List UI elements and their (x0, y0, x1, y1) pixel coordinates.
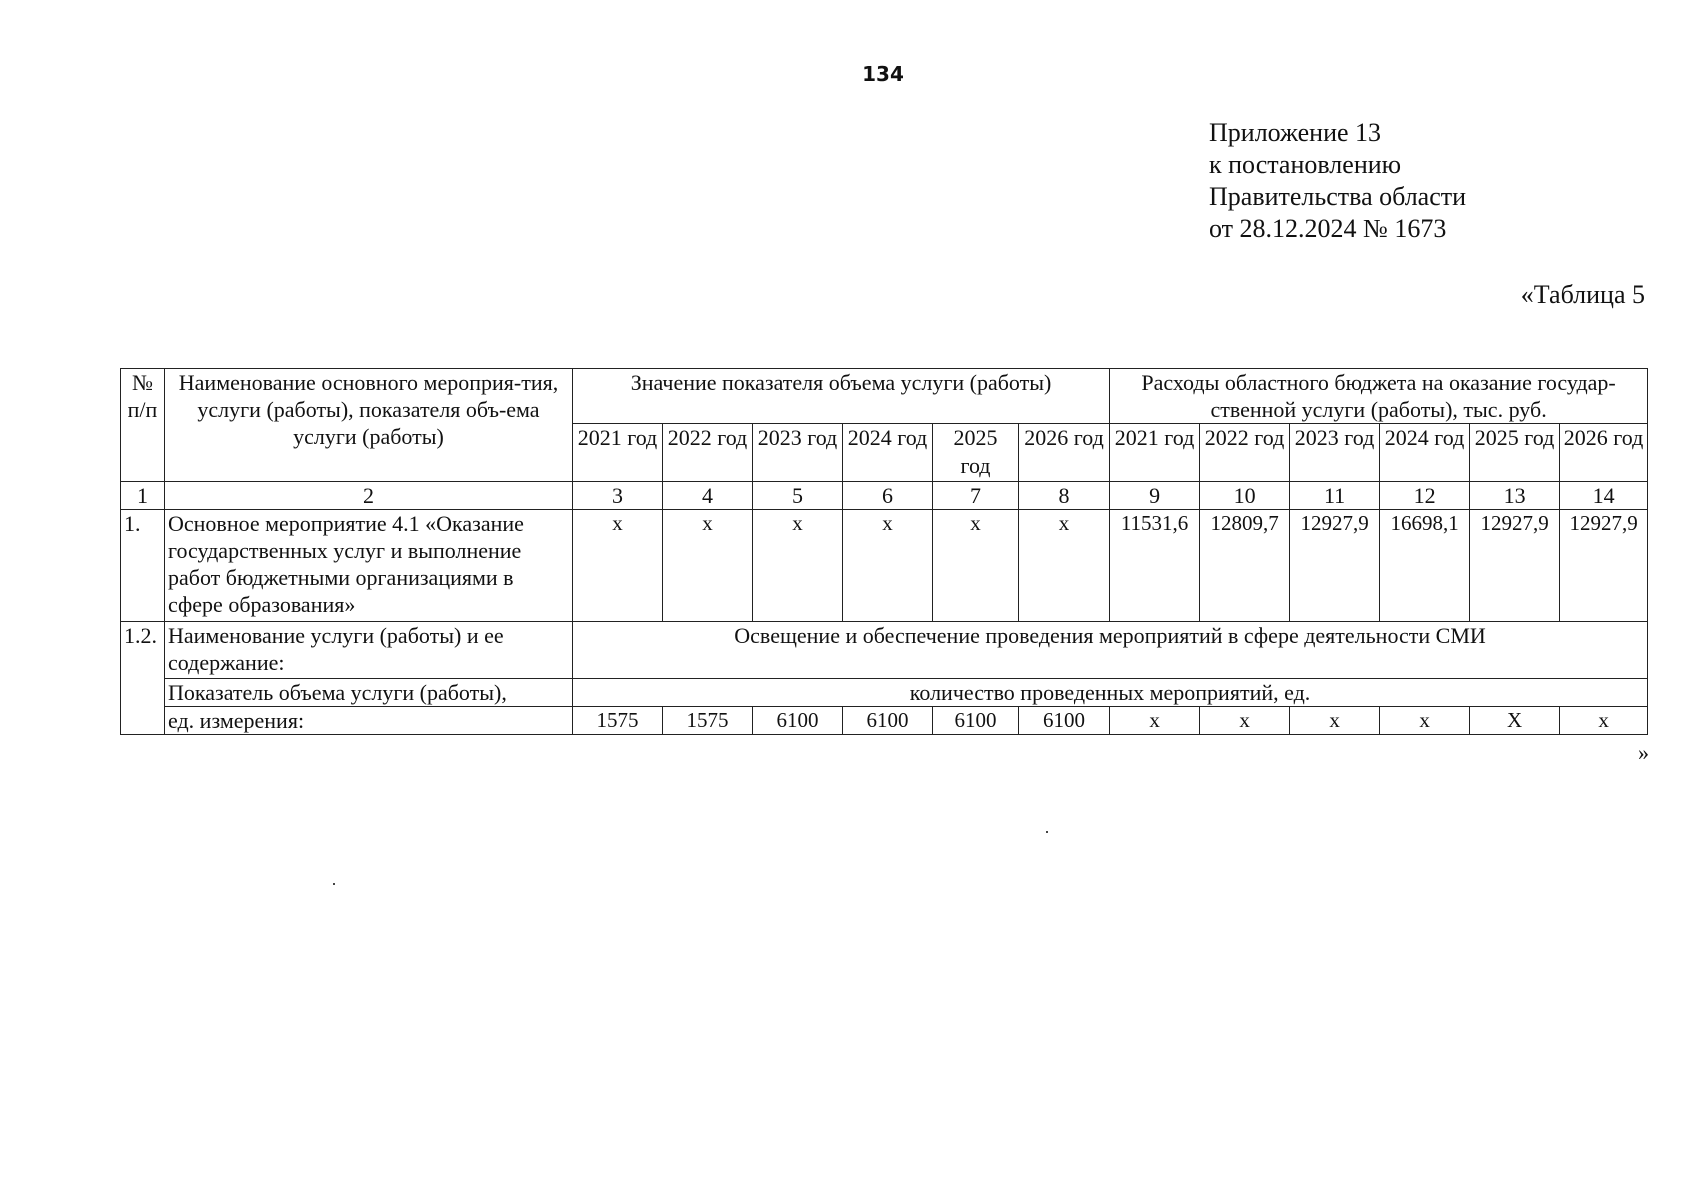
year-volume: 2023 год (753, 424, 843, 482)
year-expenses: 2026 год (1560, 424, 1648, 482)
appendix-line-3: Правительства области (1209, 182, 1467, 211)
cell-value: х (1560, 707, 1648, 735)
cell-value: х (1200, 707, 1290, 735)
header-name: Наименование основного мероприя-тия, услуги (работы), показателя объ-ема услуги (работы) (165, 369, 573, 482)
cell-value: Х (1470, 707, 1560, 735)
cell-value: 11531,6 (1110, 510, 1200, 622)
closing-quote: » (1638, 740, 1649, 765)
indicator-value: количество проведенных мероприятий, ед. (573, 679, 1648, 707)
column-number: 12 (1380, 482, 1470, 510)
cell-value: 12927,9 (1470, 510, 1560, 622)
service-name-label: Наименование услуги (работы) и ее содержание: (165, 622, 573, 679)
cell-value: 6100 (933, 707, 1019, 735)
table-row (121, 510, 1648, 622)
cell-value: 12927,9 (1290, 510, 1380, 622)
cell-value: х (1290, 707, 1380, 735)
cell-value: 12927,9 (1560, 510, 1648, 622)
cell-value: х (753, 510, 843, 622)
column-number: 8 (1019, 482, 1110, 510)
appendix-line-1: Приложение 13 (1209, 118, 1382, 147)
cell-value: х (573, 510, 663, 622)
column-number: 7 (933, 482, 1019, 510)
column-number: 14 (1560, 482, 1648, 510)
column-number: 13 (1470, 482, 1560, 510)
scan-speck (333, 883, 335, 885)
header-expenses: Расходы областного бюджета на оказание государ-ственной услуги (работы), тыс. руб. (1110, 369, 1648, 424)
column-number: 11 (1290, 482, 1380, 510)
year-expenses: 2025 год (1470, 424, 1560, 482)
table-label: «Таблица 5 (1520, 280, 1645, 309)
year-expenses: 2022 год (1200, 424, 1290, 482)
cell-value: х (1380, 707, 1470, 735)
appendix-line-4: от 28.12.2024 № 1673 (1209, 214, 1447, 243)
appendix-block (1209, 117, 1466, 245)
cell-value: х (843, 510, 933, 622)
scan-speck (1046, 831, 1048, 833)
year-volume: 2025 год (933, 424, 1019, 482)
column-number: 6 (843, 482, 933, 510)
header-volume: Значение показателя объема услуги (работы) (573, 369, 1110, 424)
row-name: Основное мероприятие 4.1 «Оказание государственных услуг и выполнение работ бюджетными организациями в сфере образования» (165, 510, 573, 622)
table-row (121, 679, 1648, 707)
year-volume: 2021 год (573, 424, 663, 482)
service-name-value: Освещение и обеспечение проведения мероприятий в сфере деятельности СМИ (573, 622, 1648, 679)
cell-value: 6100 (843, 707, 933, 735)
cell-value: х (1019, 510, 1110, 622)
cell-value: х (933, 510, 1019, 622)
column-number: 9 (1110, 482, 1200, 510)
year-volume: 2022 год (663, 424, 753, 482)
year-volume: 2024 год (843, 424, 933, 482)
year-volume: 2026 год (1019, 424, 1110, 482)
cell-value: 6100 (1019, 707, 1110, 735)
page-number: 134 (862, 62, 904, 86)
column-number: 3 (573, 482, 663, 510)
column-number: 5 (753, 482, 843, 510)
column-number: 4 (663, 482, 753, 510)
row-number: 1.2. (121, 622, 165, 735)
year-expenses: 2024 год (1380, 424, 1470, 482)
unit-label: ед. измерения: (165, 707, 573, 735)
cell-value: 1575 (573, 707, 663, 735)
column-number: 10 (1200, 482, 1290, 510)
cell-value: 12809,7 (1200, 510, 1290, 622)
year-expenses: 2021 год (1110, 424, 1200, 482)
table-row (121, 707, 1648, 735)
cell-value: х (663, 510, 753, 622)
cell-value: 16698,1 (1380, 510, 1470, 622)
cell-value: 6100 (753, 707, 843, 735)
column-number: 1 (121, 482, 165, 510)
indicator-label: Показатель объема услуги (работы), (165, 679, 573, 707)
appendix-line-2: к постановлению (1209, 150, 1402, 179)
table-row (121, 622, 1648, 679)
column-number: 2 (165, 482, 573, 510)
cell-value: х (1110, 707, 1200, 735)
header-no: № п/п (121, 369, 165, 482)
budget-table (120, 368, 1648, 735)
row-number: 1. (121, 510, 165, 622)
cell-value: 1575 (663, 707, 753, 735)
year-expenses: 2023 год (1290, 424, 1380, 482)
